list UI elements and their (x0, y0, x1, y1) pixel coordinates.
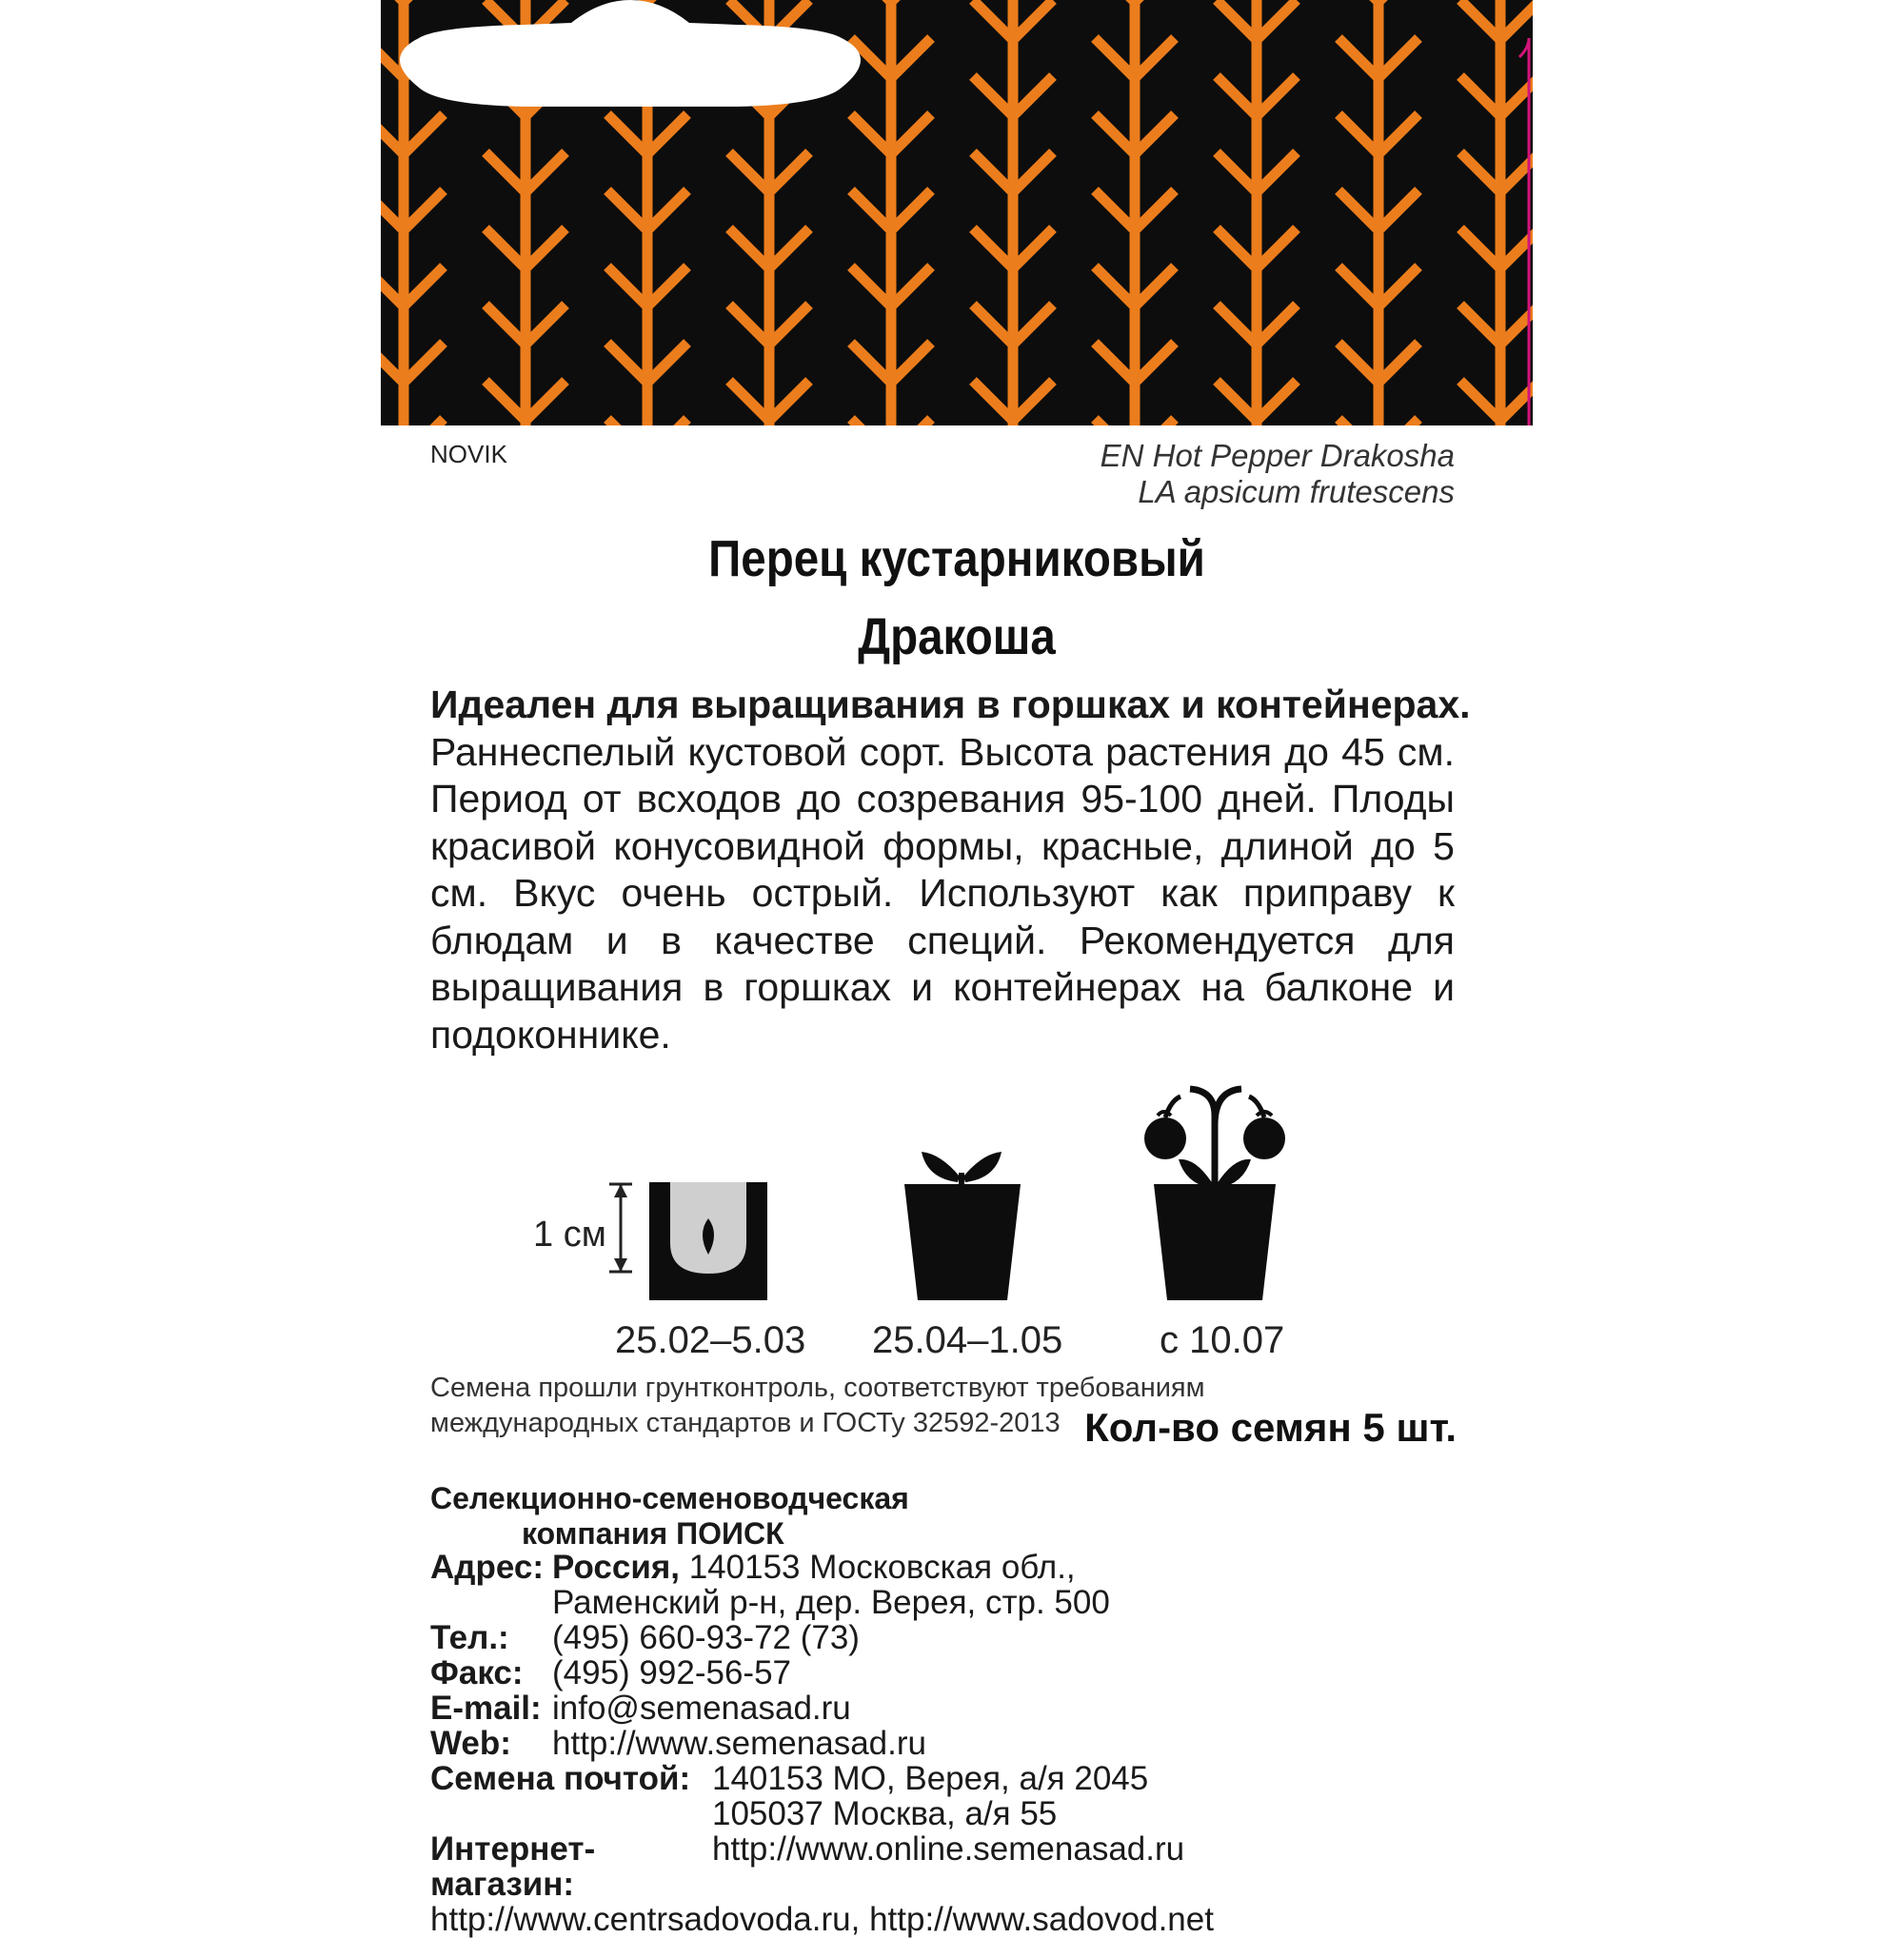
mail-order-line2: 105037 Москва, а/я 55 (712, 1795, 1058, 1832)
certification-note: Семена прошли грунтконтроль, соответствуют требованиям международных стандартов и ГОСТу 32592-2013 (430, 1373, 1205, 1438)
product-title-line1: Перец кустарниковый (708, 530, 1205, 587)
email-row (430, 1691, 1214, 1726)
header-pattern (381, 0, 1533, 425)
english-name: EN Hot Pepper Drakosha (1100, 438, 1455, 473)
company-name (430, 1481, 909, 1552)
email-label: E-mail: (430, 1690, 542, 1727)
sowing-depth-label: 1 см (533, 1215, 606, 1255)
phone-value: (495) 660-93-72 (73) (552, 1619, 860, 1656)
seed-packet (381, 0, 1533, 1938)
seedling-pot-icon (902, 1135, 1022, 1302)
description-body: Раннеспелый кустовой сорт. Высота растения до 45 см. Период от всходов до созревания 95-100 дней. Плоды красивой конусовидной формы, красные, длиной до 5 см. Вкус очень острый. Используют как приправу к блюдам и в качестве специй. Рекомендуется для выращивания в горшках и контейнерах на балконе и подоконнике. (430, 729, 1455, 1057)
fax-value: (495) 992-56-57 (552, 1654, 791, 1691)
phone-row (430, 1620, 1214, 1655)
company-name-line2: компания ПОИСК (522, 1516, 784, 1551)
web-value: http://www.semenasad.ru (552, 1725, 926, 1762)
online-shop-label: Интернет-магазин: (430, 1830, 596, 1903)
address-line2: Раменский р-н, дер. Верея, стр. 500 (552, 1584, 1110, 1621)
web-row (430, 1726, 1214, 1761)
transplant-date: 25.04–1.05 (872, 1319, 1063, 1361)
contact-block (430, 1550, 1214, 1937)
company-name-line1: Селекционно-семеноводческая (430, 1481, 909, 1515)
seed-soil-block (649, 1178, 769, 1300)
online-shop-url: http://www.online.semenasad.ru (712, 1830, 1185, 1868)
fruiting-plant-pot-icon (1142, 1078, 1287, 1302)
mail-order-row (430, 1761, 1214, 1796)
web-label: Web: (430, 1725, 511, 1762)
phone-label: Тел.: (430, 1619, 509, 1656)
sowing-date: 25.02–5.03 (615, 1319, 806, 1361)
address-row (430, 1550, 1214, 1585)
fax-row (430, 1655, 1214, 1691)
seed-quantity: Кол-во семян 5 шт. (1084, 1405, 1457, 1450)
description-lead: Идеален для выращивания в горшках и контейнерах. (430, 682, 1471, 726)
email-value: info@semenasad.ru (552, 1690, 851, 1727)
product-title-line2: Дракоша (858, 608, 1056, 665)
hang-hole-cutout (381, 0, 880, 112)
address-line1: 140153 Московская обл., (679, 1549, 1076, 1586)
mail-order-label: Семена почтой: (430, 1760, 691, 1797)
address-label: Адрес: (430, 1549, 544, 1586)
product-description (430, 682, 1471, 1058)
latin-names (1101, 438, 1455, 510)
latin-name: LA apsicum frutescens (1138, 474, 1455, 509)
fax-label: Факс: (430, 1654, 524, 1691)
harvest-date: с 10.07 (1160, 1319, 1285, 1361)
brand-name: NOVIK (430, 440, 507, 468)
address-country: Россия, (552, 1549, 680, 1586)
online-shop-row (430, 1831, 1214, 1902)
mail-order-line1: 140153 МО, Верея, а/я 2045 (712, 1760, 1149, 1797)
additional-sites: http://www.centrsadovoda.ru, http://www.sadovod.net (430, 1901, 1214, 1938)
